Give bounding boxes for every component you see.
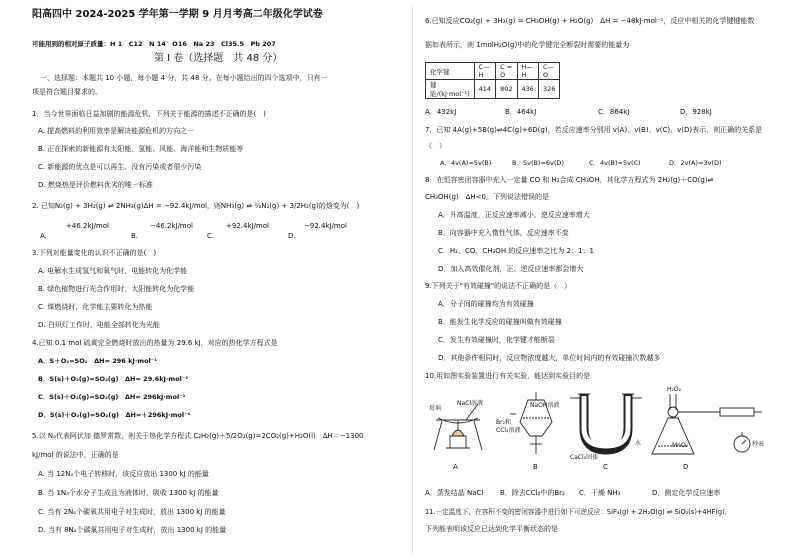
label-crucible: 坩埚 <box>429 405 442 412</box>
q6-option-a: A．432kJ <box>425 108 457 116</box>
q8-option-b: B．向容器中充入惰性气体，反应速率不变 <box>438 229 569 237</box>
q7-paren: （ ） <box>425 142 446 150</box>
q10-option-a: A．蒸发结晶 NaCl <box>425 489 484 497</box>
q6-option-b: B．464kJ <box>505 108 537 116</box>
bond-energy-table <box>425 62 560 99</box>
q8-stem-cont: CH₃OH(g) ΔH<0。下列说法错误的是 <box>425 193 550 201</box>
q7-option-c: C．4v(B)=5v(C) <box>589 159 641 167</box>
q1-option-a: A. 提高燃料的利用效率是解决能源危机的方向之一 <box>38 127 195 135</box>
q9-option-c: C．发生有效碰撞时，化学键才能断裂 <box>438 336 555 344</box>
q2-stem: 2. 已知N₂(g) + 3H₂(g) ⇌ 2NH₃(g)ΔH = −92.4kJ/mol，则NH₃(g) ⇌ ½N₂(g) + 3/2H₂(g)的焓变为( ) <box>32 202 360 210</box>
table-cell: C—O <box>538 63 559 80</box>
label-cacl2: CaCl₂固体 <box>570 454 599 461</box>
q7-option-a: A．4v(A)=5v(B) <box>440 159 492 167</box>
table-cell: C = O <box>496 63 517 80</box>
apparatus-letter-a: A <box>453 463 458 471</box>
instruction-line-2: 项是符合题目要求的。 <box>32 88 102 96</box>
q8-option-c: C．H₂、CO、CH₃OH 的反应速率之比为 2：1：1 <box>438 247 594 255</box>
label-water: 水 <box>635 440 642 447</box>
label-nacl-solution: NaCl溶液 <box>457 400 484 407</box>
q2-option-a: +46.2kJ/mol <box>66 222 109 230</box>
q8-stem: 8．在恒容密闭容器中充入一定量 CO 和 H₂合成 CH₃OH，其化学方程式为 2H₂(g)＋CO(g)⇌ <box>425 176 714 184</box>
table-cell: H—H <box>517 63 538 80</box>
q5-option-a: A. 当 12Nₐ个电子转移时，该反应放出 1300 kJ 的能量 <box>38 470 209 478</box>
q6-option-d: D．928kJ <box>680 108 712 116</box>
table-cell: C—H <box>474 63 495 80</box>
table-cell: 436 <box>517 80 538 99</box>
q3-option-d: D. 白炽灯工作时，电能全部转化为光能 <box>38 321 160 329</box>
q6-stem: 6.已知反应CO₂(g) + 3H₂(g) = CH₃OH(g) + H₂O(g) ΔH = −48kJ·mol⁻¹，反应中相关的化学键键能数 <box>425 17 755 25</box>
q10-option-d: D．测定化学反应速率 <box>652 489 721 497</box>
q2-letter-d: D. <box>288 232 296 240</box>
table-cell: 802 <box>496 80 517 99</box>
apparatus-a <box>434 404 482 450</box>
q5-option-d: D. 当有 8Nₐ个碳氧共用电子对生成时，放出 1300 kJ 的能量 <box>38 526 227 534</box>
q1-option-b: B. 正在探索的新能源有太阳能、氢能、风能、海洋能和生物质能等 <box>38 145 244 153</box>
q10-option-b: B．除去CCl₄中的Br₂ <box>500 489 565 497</box>
label-naoh-solution: NaOH溶液 <box>530 402 560 409</box>
q1-stem: 1．当今世界面临日益加剧的能源危机，下列关于能源的描述不正确的是( ) <box>32 110 266 118</box>
q9-option-d: D．其他条件相同时，反应物浓度越大，单位时间内的有效碰撞次数越多 <box>438 354 661 362</box>
q3-option-c: C. 煤燃烧时，化学能主要转化为热能 <box>38 303 153 311</box>
q9-option-b: B．能发生化学反应的碰撞叫做有效碰撞 <box>438 318 562 326</box>
atomic-masses: 可能用到的相对原子质量：H 1 C12 N 14 O16 Na 23 Cl35.5 Pb 207 <box>32 40 276 48</box>
label-stopwatch: 秒表 <box>752 441 765 448</box>
q2-letter-a: A. <box>40 232 47 240</box>
q5-option-c: C. 当有 2Nₐ个碳氧共用电子对生成时，放出 1300 kJ 的能量 <box>38 508 226 516</box>
q7-option-b: B．5v(B)=6v(D) <box>512 159 564 167</box>
q5-stem-cont: kJ/mol 的说法中，正确的是 <box>32 451 119 459</box>
q3-option-b: B. 绿色植物进行光合作用时，太阳能转化为化学能 <box>38 285 195 293</box>
q2-letter-c: C. <box>207 232 215 240</box>
instruction-line-1: 一、选择题：本题共 10 小题，每小题 4 分，共 48 分。在每小题给出的四个选项中，只有一 <box>40 74 328 82</box>
q4-option-d: D．S(s)＋O₂(g)=SO₂(g) ΔH=＋296kJ·mol⁻¹ <box>38 411 191 419</box>
table-cell: 414 <box>474 80 495 99</box>
q6-stem-cont: 据如表所示，则 1molH₂O(g)中的化学键完全断裂时需要的能量为 <box>425 41 630 49</box>
q2-letter-b: B. <box>131 232 139 240</box>
apparatus-letter-d: D <box>683 463 689 471</box>
q5-option-b: B. 当 1Nₐ个水分子生成且为液体时，吸收 1300 kJ 的能量 <box>38 489 219 497</box>
q6-option-c: C．864kJ <box>598 108 630 116</box>
label-ccl4: CCl₄溶液 <box>496 427 521 434</box>
q8-option-a: A．升高温度，正反应速率减小，逆反应速率增大 <box>438 211 590 219</box>
apparatus-letter-c: C <box>603 463 608 471</box>
label-br2: Br₂和 <box>496 419 511 426</box>
table-cell: 326 <box>538 80 559 99</box>
q4-option-c: C．S(s)＋O₂(g)=SO₂(g) ΔH= 296kJ·mol⁻¹ <box>38 393 186 401</box>
apparatus-d <box>652 394 765 454</box>
apparatus-c <box>570 394 642 450</box>
q2-option-d: −92.4kJ/mol <box>304 222 347 230</box>
apparatus-letter-b: B <box>533 463 538 471</box>
q11-stem: 11.一定温度下，在容积不变的密闭容器中进行如下可逆反应：SiF₄(g) + 2H₂O(g) ⇌ SiO₂(s)+4HF(g)， <box>425 508 732 516</box>
q7-option-d: D．2v(A)=3v(D) <box>669 159 722 167</box>
table-cell: 化学键 <box>426 63 475 80</box>
table-row <box>426 80 560 99</box>
q10-stem: 10.用如图实验装置进行有关实验，能达到实验目的是 <box>425 372 591 380</box>
q2-option-c: +92.4kJ/mol <box>226 222 269 230</box>
section-title: 第 I 卷（选择题 共 48 分） <box>154 53 283 64</box>
q4-stem: 4.已知 0.1 mol 硫黄完全燃烧时放出的热量为 29.6 kJ，对应的热化学方程式是 <box>32 339 278 347</box>
q1-option-c: C. 新能源的优点是可以再生、没有污染或者很少污染 <box>38 163 202 171</box>
q4-option-a: A．S＋O₂=SO₂ ΔH= 296 kJ·mol⁻¹ <box>38 357 158 365</box>
column-divider <box>412 6 413 554</box>
label-mno2: MnO₂ <box>672 442 689 449</box>
q9-option-a: A．分子间的碰撞均为有效碰撞 <box>438 300 534 308</box>
q3-option-a: A. 电解水生成氢气和氧气时，电能转化为化学能 <box>38 267 188 275</box>
table-cell: 键能/(kJ·mol⁻¹) <box>426 80 475 99</box>
q5-stem: 5.以 Nₐ代表阿伏加 德罗常数，则关于热化学方程式 C₂H₂(g)＋5/2O₂(g)=2CO₂(g)+H₂O(l) ΔH＝−1300 <box>32 432 364 440</box>
q2-option-b: −46.2kJ/mol <box>150 222 193 230</box>
table-header-row <box>426 63 560 80</box>
q10-option-c: C．干燥 NH₃ <box>579 489 621 497</box>
q3-stem: 3.下列对能量变化的认识不正确的是( ) <box>32 249 157 257</box>
label-h2o2: H₂O₂ <box>667 386 682 393</box>
exam-title: 阳高四中 2024-2025 学年第一学期 9 月月考高二年级化学试卷 <box>32 9 323 20</box>
q4-option-b: B．S(s)＋O₂(g)=SO₂(g) ΔH= 29.6kJ·mol⁻¹ <box>38 375 189 383</box>
q11-stem-cont: 下列能表明该反应已达到化学平衡状态的是 <box>425 525 558 533</box>
q9-stem: 9.下列关于"有效碰撞"的说法不正确的是（ ） <box>425 282 572 290</box>
q1-option-d: D. 燃烧热是评价燃料优劣的唯一标准 <box>38 181 153 189</box>
q8-option-d: D．加入高效催化剂，正、逆反应速率都会增大 <box>438 265 584 273</box>
q7-stem: 7．已知 4A(g)+5B(g)⇌4C(g)+6D(g)，若反应速率分别用 v(A)、v(B)、v(C)、v(D)表示，则正确的关系是 <box>425 126 763 134</box>
